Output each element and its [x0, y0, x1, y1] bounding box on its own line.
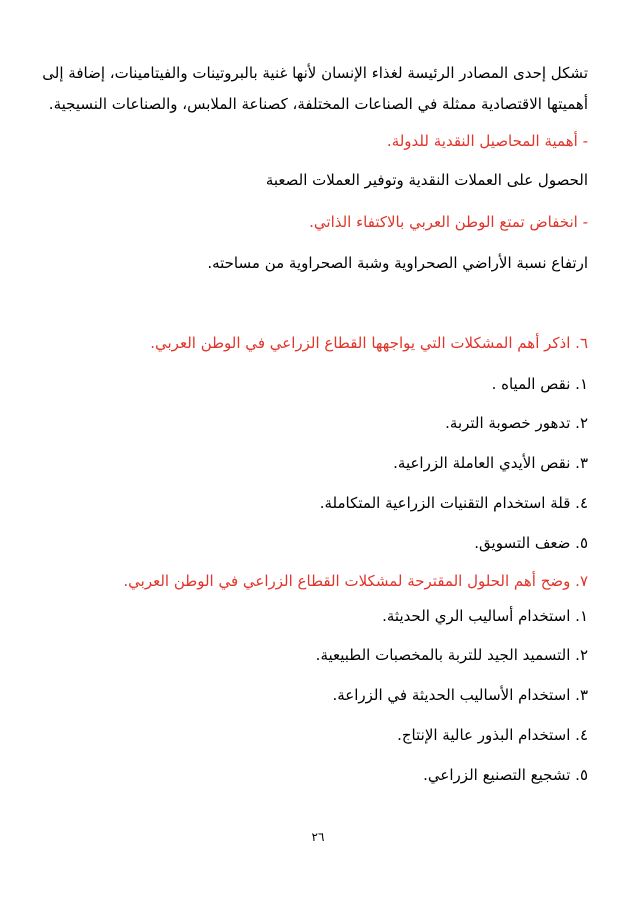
point-heading-2: - انخفاض تمتع الوطن العربي بالاكتفاء الذاتي. [309, 213, 588, 231]
question-7-title: ٧. وضح أهم الحلول المقترحة لمشكلات القطاع الزراعي في الوطن العربي. [123, 572, 588, 590]
question-7-item-2: ٢. التسميد الجيد للتربة بالمخصبات الطبيعية. [315, 646, 588, 664]
question-6-item-4: ٤. قلة استخدام التقنيات الزراعية المتكاملة. [319, 494, 588, 512]
question-7-item-4: ٤. استخدام البذور عالية الإنتاج. [397, 726, 588, 744]
question-7-item-5: ٥. تشجيع التصنيع الزراعي. [423, 766, 588, 784]
question-6-item-3: ٣. نقص الأيدي العاملة الزراعية. [393, 454, 588, 472]
point-body-2: ارتفاع نسبة الأراضي الصحراوية وشبة الصحراوية من مساحته. [207, 254, 588, 272]
question-6-item-5: ٥. ضعف التسويق. [474, 534, 588, 552]
paragraph-line-2: أهميتها الاقتصادية ممثلة في الصناعات المختلفة، كصناعة الملابس، والصناعات النسيجية. [48, 95, 588, 113]
question-6-title: ٦. اذكر أهم المشكلات التي يواجهها القطاع الزراعي في الوطن العربي. [150, 334, 588, 352]
point-body-1: الحصول على العملات النقدية وتوفير العملات الصعبة [265, 171, 588, 189]
question-6-item-1: ١. نقص المياه . [491, 375, 588, 393]
question-7-item-3: ٣. استخدام الأساليب الحديثة في الزراعة. [332, 686, 588, 704]
page-number: ٢٦ [311, 830, 325, 844]
question-7-item-1: ١. استخدام أساليب الري الحديثة. [382, 607, 588, 625]
question-6-item-2: ٢. تدهور خصوبة التربة. [445, 414, 588, 432]
point-heading-1: - أهمية المحاصيل النقدية للدولة. [386, 132, 588, 150]
paragraph-line-1: تشكل إحدى المصادر الرئيسة لغذاء الإنسان لأنها غنية بالبروتينات والفيتامينات، إضافة إلى [42, 64, 588, 82]
